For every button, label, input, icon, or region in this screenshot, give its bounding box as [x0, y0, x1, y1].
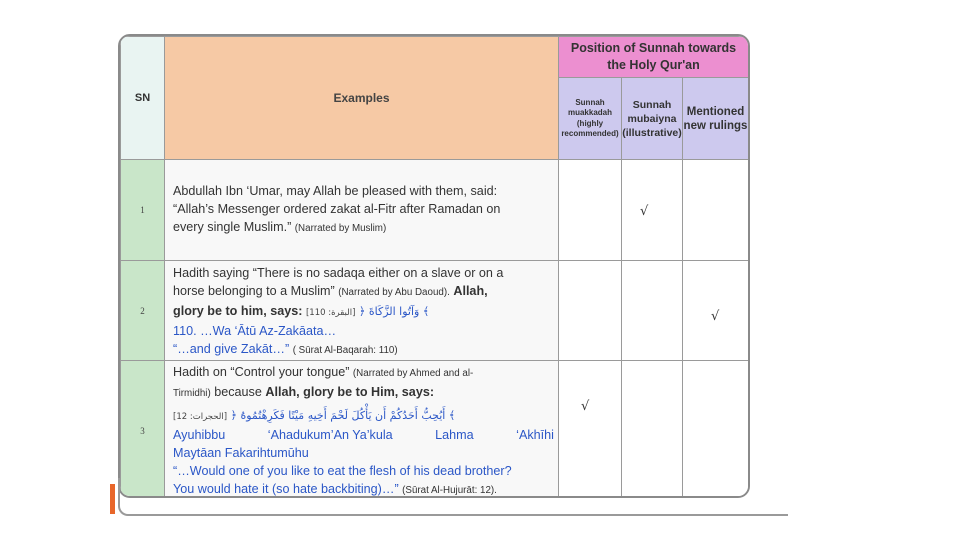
example-line [173, 218, 554, 238]
transliteration-word: ‘Akhīhi [516, 428, 554, 442]
transliteration-word: Lahma [435, 428, 474, 442]
check-cell-new-rulings [683, 261, 749, 361]
arabic-ref: [البقرة: 110] [305, 308, 356, 318]
orange-edge-mark [110, 484, 115, 514]
transliteration: Maytāan Fakarihtumūhu [173, 446, 309, 460]
check-cell-new-rulings [683, 160, 749, 261]
example-line [173, 302, 554, 322]
sunnah-table [120, 36, 749, 498]
header-examples: Examples [165, 37, 559, 160]
table-row [121, 261, 749, 361]
example-line: “Allah’s Messenger ordered zakat al-Fitr after Ramadan on [173, 202, 501, 216]
example-line: Abdullah Ibn ‘Umar, may Allah be pleased with them, said: [173, 184, 498, 198]
check-cell-muakkadah [559, 160, 622, 261]
example-text: because [214, 385, 262, 399]
surah-ref: (Sūrat Al-Hujurāt: 12). [402, 485, 497, 496]
header-position-text: Position of Sunnah towards the Holy Qur'an [570, 41, 737, 72]
transliteration-word: Ayuhibbu [173, 428, 226, 442]
example-line [173, 282, 554, 302]
check-mark: √ [640, 204, 649, 219]
transliteration: 110. …Wa ‘Ātū Az-Zakāata… [173, 324, 337, 338]
transliteration-word: ‘Ahadukum’An Ya’kula [267, 428, 393, 442]
header-sunnah-muakkadah: Sunnah muakkadah (highly recommended) [559, 78, 622, 160]
arabic-ref: [الحجرات: 12] [173, 412, 228, 422]
example-line [173, 363, 554, 383]
example-line [173, 383, 554, 403]
table-frame [118, 34, 750, 498]
example-cell [165, 160, 559, 261]
page-bracket-decoration [118, 478, 788, 516]
example-line [173, 340, 554, 360]
example-text: Allah, glory be to Him, says: [265, 385, 435, 399]
example-text: Hadith on “Control your tongue” [173, 365, 350, 379]
row-number: 1 [121, 160, 165, 261]
example-text: horse belonging to a Muslim” [173, 284, 335, 298]
narration-ref: (Narrated by Ahmed and al- [352, 368, 474, 379]
surah-ref: ( Sūrat Al-Baqarah: 110) [292, 345, 398, 356]
example-line [173, 403, 554, 426]
example-text: glory be to him, says: [173, 304, 303, 318]
translation: “…and give Zakāt…” [173, 342, 290, 356]
arabic-verse: ﴿ وَآتُوا الزَّكَاةَ ﴾ [358, 305, 430, 318]
row-number: 3 [121, 361, 165, 499]
example-cell [165, 261, 559, 361]
check-cell-mubaiyna [622, 160, 683, 261]
header-new-rulings: Mentioned new rulings [683, 78, 749, 160]
check-cell-mubaiyna [622, 261, 683, 361]
row-number: 2 [121, 261, 165, 361]
translation: You would hate it (so hate backbiting)…” [173, 482, 399, 496]
narration-ref: (Narrated by Muslim) [294, 223, 387, 234]
check-mark: √ [581, 399, 590, 414]
table-row [121, 160, 749, 261]
header-sn: SN [121, 37, 165, 160]
example-text: every single Muslim.” [173, 220, 292, 234]
check-cell-muakkadah [559, 261, 622, 361]
narration-ref: Tirmidhi) [173, 388, 211, 399]
arabic-verse: ﴿ أَيُحِبُّ أَحَدُكُمْ أَن يَأْكُلَ لَحْمَ أَخِيهِ مَيْتًا فَكَرِهْتُمُوهُ ﴾ [230, 409, 456, 422]
header-position [559, 37, 749, 78]
example-line: Hadith saying “There is no sadaqa either on a slave or on a [173, 266, 504, 280]
narration-ref: (Narrated by Abu Daoud). [338, 287, 450, 298]
check-mark: √ [711, 309, 720, 324]
translation: “…Would one of you like to eat the flesh of his dead brother? [173, 464, 512, 478]
header-sunnah-mubaiyna: Sunnah mubaiyna (illustrative) [622, 78, 683, 160]
transliteration [173, 426, 554, 444]
example-text: Allah, [453, 284, 488, 298]
